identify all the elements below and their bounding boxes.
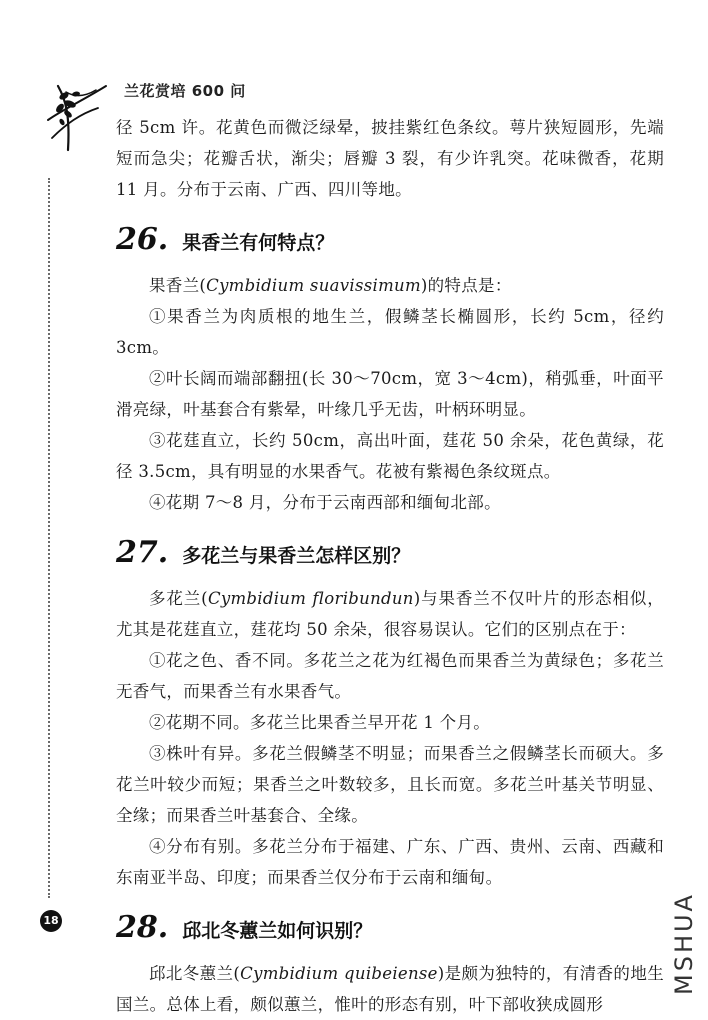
question-26-point-2: ②叶长阔而端部翻扭(长 30～70cm，宽 3～4cm)，稍弧垂，叶面平滑亮绿，叶基套合有紫晕，叶缘几乎无齿，叶柄环明显。 [116,369,664,419]
question-26-point-4: ④花期 7～8 月，分布于云南西部和缅甸北部。 [149,493,501,512]
question-27-heading [116,531,664,575]
margin-dotted-rule [48,178,50,898]
latin-name: Cymbidium floribundun [207,589,414,608]
question-27-point-1: ①花之色、香不同。多花兰之花为红褐色而果香兰为黄绿色；多花兰无香气，而果香兰有水果香气。 [116,651,664,701]
question-26-section [116,218,664,518]
question-26-point-3: ③花莛直立，长约 50cm，高出叶面，莛花 50 余朵，花色黄绿，花径 3.5cm，具有明显的水果香气。花被有紫褐色条纹斑点。 [116,431,664,481]
question-27-point-2: ②花期不同。多花兰比果香兰早开花 1 个月。 [149,713,491,732]
question-26-point-1: ①果香兰为肉质根的地生兰，假鳞茎长椭圆形，长约 5cm，径约 3cm。 [116,307,664,357]
question-28-heading [116,906,664,950]
question-27-title: 多花兰与果香兰怎样区别？ [182,545,411,567]
question-26-lead: 果香兰(Cymbidium suavissimum)的特点是： [149,276,512,295]
question-28-title: 邱北冬蕙兰如何识别？ [182,920,373,942]
watermark-text: MSHUA [670,892,698,995]
running-header-title: 兰花赏培 600 问 [124,82,246,100]
question-27-point-4: ④分布有别。多花兰分布于福建、广东、广西、贵州、云南、西藏和东南亚半岛、印度；而果香兰仅分布于云南和缅甸。 [116,837,664,887]
question-27-lead: 多花兰(Cymbidium floribundun)与果香兰不仅叶片的形态相似，尤其是花莛直立，莛花均 50 余朵，很容易误认。它们的区别点在于： [116,589,665,639]
question-27-section [116,531,664,893]
question-27-number: 27. [116,535,169,570]
question-26-number: 26. [116,222,169,257]
page-number-badge: 18 [40,910,62,932]
question-26-title: 果香兰有何特点？ [182,232,335,254]
question-26-heading [116,218,664,262]
intro-paragraph: 径 5cm 许。花黄色而微泛绿晕，披挂紫红色条纹。萼片狭短圆形，先端短而急尖；花瓣舌状，渐尖；唇瓣 3 裂，有少许乳突。花味微香，花期 11 月。分布于云南、广西、四川等地。 [116,118,664,199]
question-27-point-3: ③株叶有异。多花兰假鳞茎不明显；而果香兰之假鳞茎长而硕大。多花兰叶较少而短；果香兰之叶数较多，且长而宽。多花兰叶基关节明显、全缘；而果香兰叶基套合、全缘。 [116,744,664,825]
orchid-ornament-icon [46,80,116,152]
question-28-lead: 邱北冬蕙兰(Cymbidium quibeiense)是颇为独特的，有清香的地生国兰。总体上看，颇似蕙兰，惟叶的形态有别，叶下部收狭成圆形 [116,964,664,1014]
question-28-number: 28. [116,910,169,945]
page-content [116,112,664,1020]
latin-name: Cymbidium suavissimum [206,276,421,295]
question-28-section [116,906,664,1020]
latin-name: Cymbidium quibeiense [240,964,438,983]
